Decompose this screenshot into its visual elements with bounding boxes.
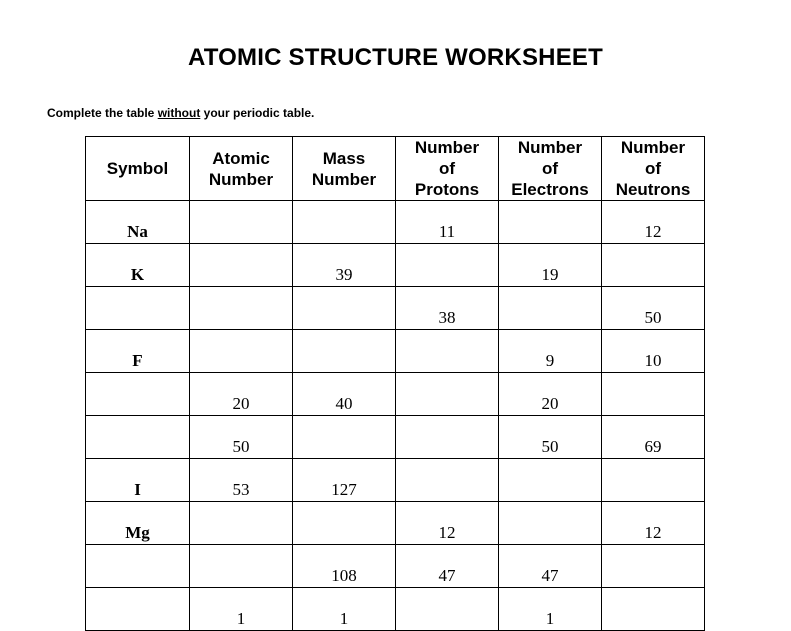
cell-protons[interactable] bbox=[396, 244, 499, 287]
cell-atomic-number[interactable] bbox=[190, 201, 293, 244]
cell-atomic-number[interactable]: 53 bbox=[190, 459, 293, 502]
instructions bbox=[47, 106, 314, 120]
cell-protons[interactable] bbox=[396, 416, 499, 459]
instructions-underlined-word: without bbox=[157, 106, 201, 120]
atomic-structure-table bbox=[85, 136, 705, 631]
cell-symbol[interactable]: K bbox=[86, 244, 190, 287]
cell-symbol[interactable] bbox=[86, 545, 190, 588]
cell-electrons[interactable]: 19 bbox=[499, 244, 602, 287]
cell-neutrons[interactable] bbox=[602, 373, 705, 416]
cell-protons[interactable] bbox=[396, 330, 499, 373]
cell-neutrons[interactable]: 69 bbox=[602, 416, 705, 459]
cell-atomic-number[interactable]: 50 bbox=[190, 416, 293, 459]
cell-atomic-number[interactable] bbox=[190, 330, 293, 373]
cell-symbol[interactable]: Mg bbox=[86, 502, 190, 545]
cell-symbol[interactable] bbox=[86, 287, 190, 330]
cell-atomic-number[interactable] bbox=[190, 545, 293, 588]
cell-atomic-number[interactable] bbox=[190, 244, 293, 287]
cell-electrons[interactable] bbox=[499, 459, 602, 502]
cell-electrons[interactable]: 9 bbox=[499, 330, 602, 373]
cell-neutrons[interactable] bbox=[602, 545, 705, 588]
cell-protons[interactable]: 11 bbox=[396, 201, 499, 244]
cell-symbol[interactable] bbox=[86, 588, 190, 631]
table-row bbox=[86, 502, 705, 545]
table-row bbox=[86, 244, 705, 287]
cell-neutrons[interactable] bbox=[602, 244, 705, 287]
cell-mass-number[interactable]: 1 bbox=[293, 588, 396, 631]
cell-mass-number[interactable] bbox=[293, 416, 396, 459]
cell-symbol[interactable] bbox=[86, 373, 190, 416]
header-atomic-number: Atomic Number bbox=[190, 137, 293, 201]
cell-atomic-number[interactable] bbox=[190, 502, 293, 545]
header-symbol: Symbol bbox=[86, 137, 190, 201]
cell-symbol[interactable] bbox=[86, 416, 190, 459]
cell-mass-number[interactable]: 108 bbox=[293, 545, 396, 588]
instructions-text-end: your periodic table. bbox=[200, 106, 315, 120]
cell-neutrons[interactable] bbox=[602, 588, 705, 631]
cell-electrons[interactable]: 47 bbox=[499, 545, 602, 588]
table-row bbox=[86, 373, 705, 416]
cell-symbol[interactable]: F bbox=[86, 330, 190, 373]
instructions-text-start: Complete the table bbox=[47, 106, 158, 120]
worksheet-title: ATOMIC STRUCTURE WORKSHEET bbox=[188, 44, 603, 71]
cell-mass-number[interactable] bbox=[293, 502, 396, 545]
table-row bbox=[86, 459, 705, 502]
cell-atomic-number[interactable] bbox=[190, 287, 293, 330]
table-row bbox=[86, 545, 705, 588]
cell-protons[interactable]: 47 bbox=[396, 545, 499, 588]
header-mass-number: Mass Number bbox=[293, 137, 396, 201]
cell-electrons[interactable] bbox=[499, 287, 602, 330]
cell-electrons[interactable] bbox=[499, 502, 602, 545]
cell-protons[interactable] bbox=[396, 588, 499, 631]
cell-neutrons[interactable]: 12 bbox=[602, 201, 705, 244]
cell-atomic-number[interactable]: 20 bbox=[190, 373, 293, 416]
cell-mass-number[interactable]: 127 bbox=[293, 459, 396, 502]
cell-protons[interactable]: 38 bbox=[396, 287, 499, 330]
cell-neutrons[interactable]: 50 bbox=[602, 287, 705, 330]
cell-neutrons[interactable]: 12 bbox=[602, 502, 705, 545]
table-row bbox=[86, 330, 705, 373]
cell-symbol[interactable]: Na bbox=[86, 201, 190, 244]
cell-neutrons[interactable]: 10 bbox=[602, 330, 705, 373]
cell-mass-number[interactable]: 40 bbox=[293, 373, 396, 416]
header-number-of-protons: Number of Protons bbox=[396, 137, 499, 201]
header-number-of-electrons: Number of Electrons bbox=[499, 137, 602, 201]
cell-neutrons[interactable] bbox=[602, 459, 705, 502]
table-row bbox=[86, 588, 705, 631]
cell-protons[interactable] bbox=[396, 459, 499, 502]
cell-mass-number[interactable] bbox=[293, 201, 396, 244]
table-row bbox=[86, 201, 705, 244]
cell-protons[interactable]: 12 bbox=[396, 502, 499, 545]
table-row bbox=[86, 416, 705, 459]
cell-mass-number[interactable]: 39 bbox=[293, 244, 396, 287]
cell-electrons[interactable]: 20 bbox=[499, 373, 602, 416]
header-number-of-neutrons: Number of Neutrons bbox=[602, 137, 705, 201]
cell-protons[interactable] bbox=[396, 373, 499, 416]
cell-mass-number[interactable] bbox=[293, 330, 396, 373]
table-row bbox=[86, 287, 705, 330]
cell-mass-number[interactable] bbox=[293, 287, 396, 330]
cell-electrons[interactable]: 1 bbox=[499, 588, 602, 631]
cell-atomic-number[interactable]: 1 bbox=[190, 588, 293, 631]
cell-electrons[interactable] bbox=[499, 201, 602, 244]
cell-symbol[interactable]: I bbox=[86, 459, 190, 502]
cell-electrons[interactable]: 50 bbox=[499, 416, 602, 459]
header-row bbox=[86, 137, 705, 201]
